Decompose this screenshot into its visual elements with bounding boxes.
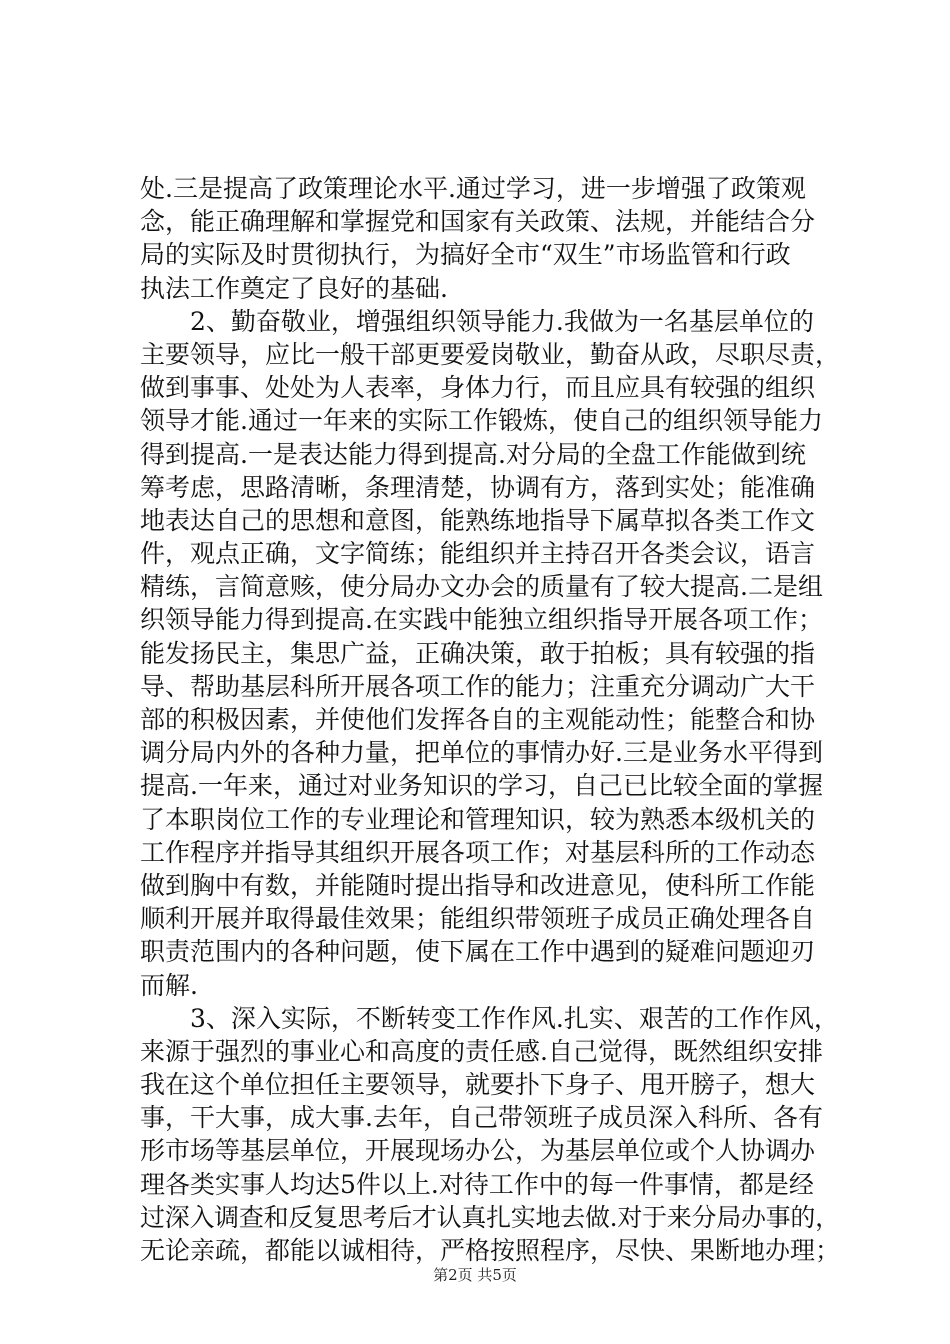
text-line: 得到提高.一是表达能力得到提高.对分局的全盘工作能做到统 [140,439,806,469]
text-line: 织领导能力得到提高.在实践中能独立组织指导开展各项工作； [140,605,823,635]
text-line: 来源于强烈的事业心和高度的责任感.自己觉得，既然组织安排 [140,1036,823,1066]
text-line: 念，能正确理解和掌握党和国家有关政策、法规，并能结合分 [140,207,816,237]
text-line: 无论亲疏，都能以诚相待，严格按照程序，尽快、果断地办理； [140,1236,840,1265]
text-line: 我在这个单位担任主要领导，就要扑下身子、甩开膀子，想大 [140,1070,816,1100]
text-line: 顺利开展并取得最佳效果；能组织带领班子成员正确处理各自 [140,904,816,934]
page-footer [0,1265,950,1285]
text-line: 职责范围内的各种问题，使下属在工作中遇到的疑难问题迎刃 [140,937,816,967]
text-line: 形市场等基层单位，开展现场办公，为基层单位或个人协调办 [140,1136,816,1166]
text-line: 工作程序并指导其组织开展各项工作；对基层科所的工作动态 [140,837,816,867]
body-text [140,172,840,1267]
text-line: 件，观点正确，文字简练；能组织并主持召开各类会议，语言 [140,539,816,569]
text-line: 精练，言简意赅，使分局办文办会的质量有了较大提高.二是组 [140,572,823,602]
text-line: 能发扬民主，集思广益，正确决策，敢于拍板；具有较强的指 [140,638,816,668]
text-line: 筹考虑，思路清晰，条理清楚，协调有方，落到实处；能准确 [140,472,816,502]
text-line: 做到胸中有数，并能随时提出指导和改进意见，使科所工作能 [140,870,816,900]
text-line: 了本职岗位工作的专业理论和管理知识，较为熟悉本级机关的 [140,804,816,834]
text-line: 地表达自己的思想和意图，能熟练地指导下属草拟各类工作文 [140,505,816,535]
text-line: 2、勤奋敬业，增强组织领导能力.我做为一名基层单位的 [140,306,814,336]
text-line: 而解. [140,970,198,1000]
text-line: 调分局内外的各种力量，把单位的事情办好.三是业务水平得到 [140,738,823,768]
page-number: 第2页 共5页 [433,1266,517,1284]
text-line: 做到事事、处处为人表率，身体力行，而且应具有较强的组织 [140,373,816,403]
text-line: 导、帮助基层科所开展各项工作的能力；注重充分调动广大干 [140,671,816,701]
text-line: 理各类实事人均达5件以上.对待工作中的每一件事情，都是经 [140,1169,814,1199]
text-line: 3、深入实际，不断转变工作作风.扎实、艰苦的工作作风， [140,1003,839,1033]
text-line: 主要领导，应比一般干部更要爱岗敬业，勤奋从政，尽职尽责， [140,339,840,369]
text-line: 事，干大事，成大事.去年，自己带领班子成员深入科所、各有 [140,1103,823,1133]
text-line: 部的积极因素，并使他们发挥各自的主观能动性；能整合和协 [140,705,816,734]
text-line: 处.三是提高了政策理论水平.通过学习，进一步增强了政策观 [140,174,806,203]
text-line: 过深入调查和反复思考后才认真扎实地去做.对于来分局办事的， [140,1202,840,1232]
text-line: 执法工作奠定了良好的基础. [140,273,448,303]
text-line: 局的实际及时贯彻执行，为搞好全市“双生”市场监管和行政 [140,240,791,270]
text-line: 提高.一年来，通过对业务知识的学习，自己已比较全面的掌握 [140,771,823,801]
text-line: 领导才能.通过一年来的实际工作锻炼，使自己的组织领导能力 [140,406,823,436]
